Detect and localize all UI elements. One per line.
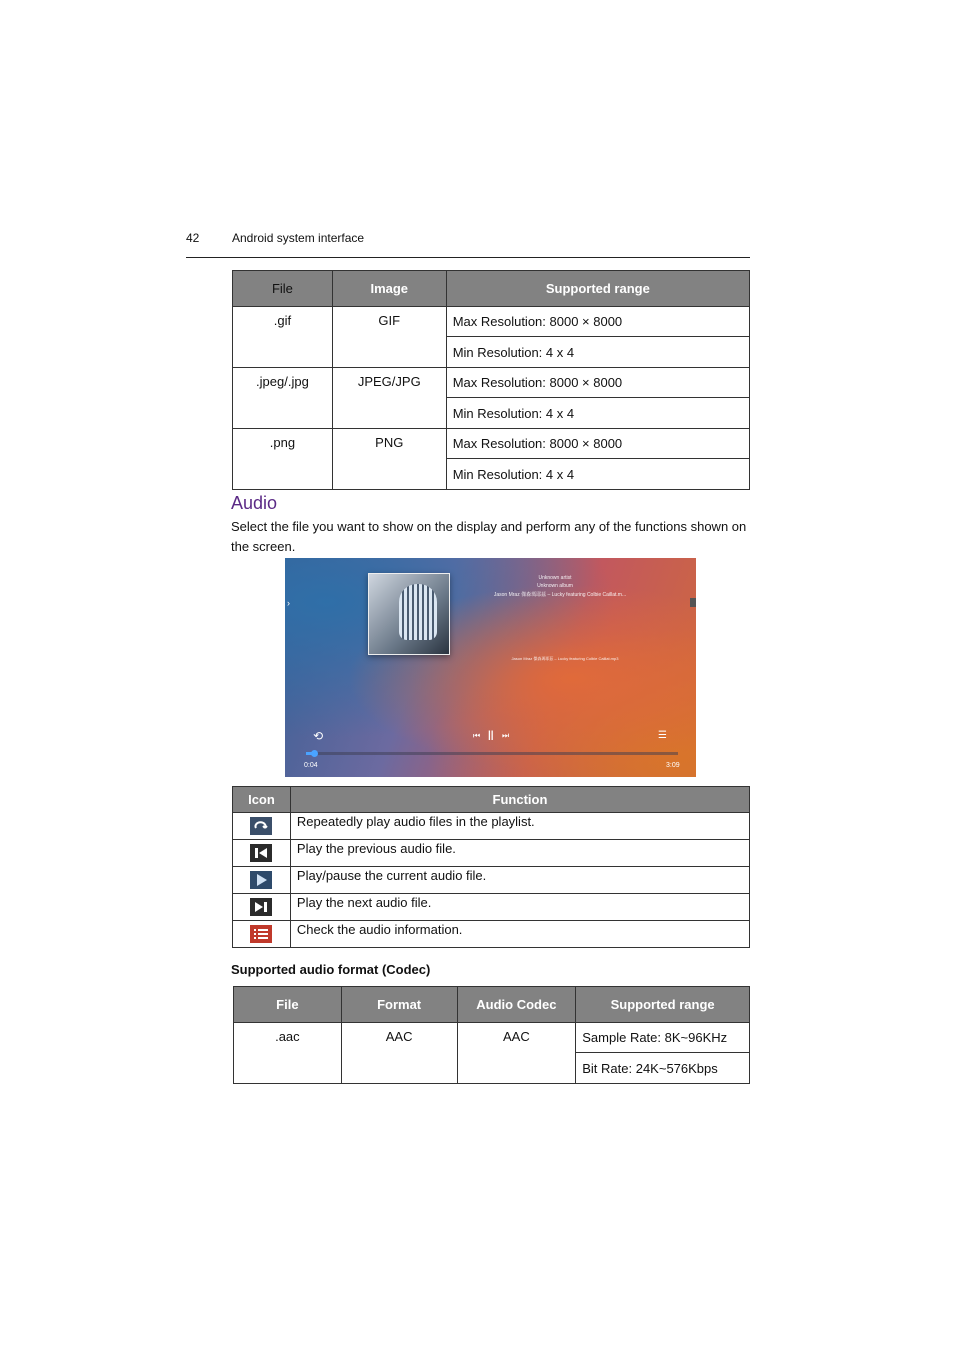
artist-label: Unknown artist <box>538 575 572 581</box>
repeat-icon[interactable]: ⟲ <box>313 729 324 743</box>
album-art <box>368 573 450 655</box>
format-cell: AAC <box>341 1023 457 1084</box>
image-cell: GIF <box>332 307 446 368</box>
function-cell: Play the previous audio file. <box>290 840 749 867</box>
audio-player-screenshot <box>285 558 696 777</box>
header-image: Image <box>332 271 446 307</box>
page-header-title: Android system interface <box>232 231 365 245</box>
codec-section-title: Supported audio format (Codec) <box>231 962 431 977</box>
microphone-image <box>399 584 437 640</box>
function-cell: Play/pause the current audio file. <box>290 867 749 894</box>
header-icon: Icon <box>233 787 291 813</box>
header-file: File <box>234 987 342 1023</box>
track-title: Jason Mraz 傑森瑪耶茲 – Lucky featuring Colbie Caillat.m... <box>493 592 627 598</box>
elapsed-time: 0:04 <box>304 762 318 769</box>
range-cell: Max Resolution: 8000 × 8000 <box>446 307 749 337</box>
range-cell: Max Resolution: 8000 × 8000 <box>446 368 749 398</box>
icon-cell <box>233 921 291 948</box>
icon-cell <box>233 867 291 894</box>
header-supported-range: Supported range <box>576 987 750 1023</box>
previous-icon[interactable]: ⏮ <box>473 731 481 740</box>
page-header <box>186 229 750 258</box>
icon-cell <box>233 894 291 921</box>
file-cell: .jpeg/.jpg <box>233 368 333 429</box>
side-arrow-icon[interactable]: › <box>287 598 290 608</box>
icon-cell <box>233 840 291 867</box>
range-cell: Min Resolution: 4 x 4 <box>446 398 749 429</box>
header-supported-range: Supported range <box>446 271 749 307</box>
section-title-audio: Audio <box>231 493 278 513</box>
table-row <box>233 813 750 840</box>
function-cell: Check the audio information. <box>290 921 749 948</box>
pause-icon[interactable]: || <box>488 730 494 741</box>
next-icon <box>250 898 272 916</box>
previous-icon <box>250 844 272 862</box>
audio-codec-table <box>233 986 750 1084</box>
table-row <box>233 429 750 459</box>
header-audio-codec: Audio Codec <box>457 987 576 1023</box>
table-row <box>234 1023 750 1053</box>
file-cell: .aac <box>234 1023 342 1084</box>
function-cell: Play the next audio file. <box>290 894 749 921</box>
track-filename: Jason Mraz 傑森瑪耶茲 – Lucky featuring Colbie Caillat.mp3 <box>511 656 619 661</box>
table-row <box>233 921 750 948</box>
codec-cell: AAC <box>457 1023 576 1084</box>
image-cell: JPEG/JPG <box>332 368 446 429</box>
repeat-icon <box>250 817 272 835</box>
side-handle[interactable] <box>690 598 696 607</box>
table-row <box>233 894 750 921</box>
album-label: Unknown album <box>537 583 573 589</box>
icon-cell <box>233 813 291 840</box>
range-cell: Min Resolution: 4 x 4 <box>446 337 749 368</box>
header-format: Format <box>341 987 457 1023</box>
range-cell: Sample Rate: 8K~96KHz <box>576 1023 750 1053</box>
header-file: File <box>233 271 333 307</box>
play-pause-icon <box>250 871 272 889</box>
audio-description: Select the file you want to show on the display and perform any of the functions shown on the screen. <box>231 519 747 554</box>
range-cell: Max Resolution: 8000 × 8000 <box>446 429 749 459</box>
table-row <box>233 840 750 867</box>
table-row <box>233 307 750 337</box>
header-function: Function <box>290 787 749 813</box>
range-cell: Bit Rate: 24K~576Kbps <box>576 1053 750 1084</box>
range-cell: Min Resolution: 4 x 4 <box>446 459 749 490</box>
image-format-table <box>232 270 750 490</box>
list-icon[interactable]: ☰ <box>658 730 667 741</box>
file-cell: .png <box>233 429 333 490</box>
progress-knob[interactable] <box>311 750 318 757</box>
icon-function-table <box>232 786 750 948</box>
table-row <box>233 867 750 894</box>
info-list-icon <box>250 925 272 943</box>
page-number: 42 <box>186 231 200 245</box>
table-row <box>233 368 750 398</box>
function-cell: Repeatedly play audio files in the playlist. <box>290 813 749 840</box>
next-icon[interactable]: ⏭ <box>502 731 510 740</box>
progress-bar[interactable] <box>306 752 678 755</box>
total-time: 3:09 <box>666 762 680 769</box>
image-cell: PNG <box>332 429 446 490</box>
file-cell: .gif <box>233 307 333 368</box>
